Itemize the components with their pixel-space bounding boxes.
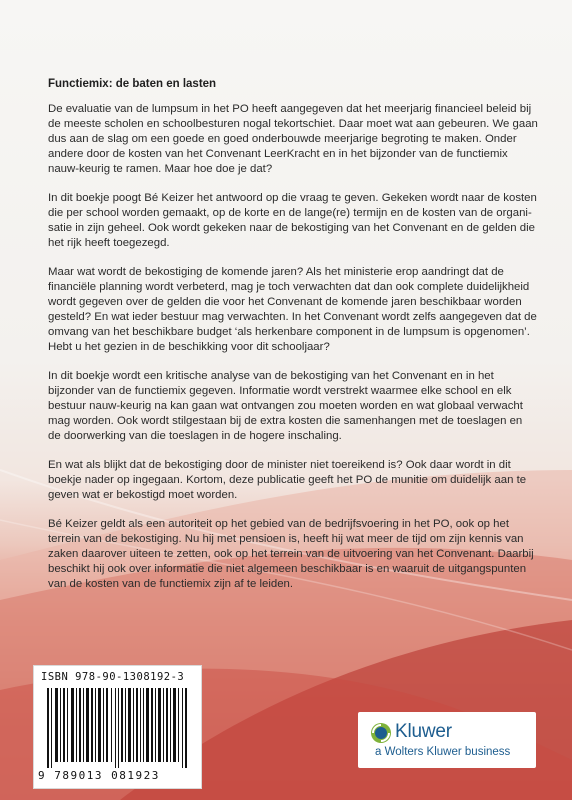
back-cover-text xyxy=(48,78,538,606)
blurb-paragraph: In dit boekje wordt een kritische analyse van de bekostiging van het Convenant en in het bijzonder van de functiemix gegeven. Informatie wordt verstrekt waarmee elke school en elk bestuur nauw-keurig na kan gaan wat ontvangen zou moeten worden en wat globaal verwacht mag worden. Ook wordt stilgestaan bij de extra kosten die samenhangen met de toeslagen en de doorwerking van die toeslagen in de hogere inschaling. xyxy=(48,370,523,442)
blurb-paragraph: En wat als blijkt dat de bekostiging door de minister niet toereikend is? Ook daar wordt in dit boekje nader op ingegaan. Kortom, deze publicatie geeft het PO de munitie om duidelijk aan te geven wat er bekostigd moet worden. xyxy=(48,459,527,501)
barcode-icon xyxy=(47,688,189,768)
publisher-logo xyxy=(358,712,536,768)
isbn-label: ISBN 978-90-1308192-3 xyxy=(41,671,185,683)
blurb-paragraph: Bé Keizer geldt als een autoriteit op het gebied van de bedrijfsvoering in het PO, ook op het terrein van de bekostiging. Nu hij met pensioen is, heeft hij wat meer de tijd om zijn kennis van zaken daarover uiteen te zetten, ook op het terrein van de uitvoering van het Convenant. Daarbij beschikt hij ook over informatie die niet algemeen beschikbaar is en waaruit de uitgangspunten van de kosten van de functiemix zijn af te leiden. xyxy=(48,518,534,590)
isbn-barcode-box xyxy=(33,665,202,789)
blurb-paragraph: De evaluatie van de lumpsum in het PO heeft aangegeven dat het meerjarig financieel beleid bij de meeste scholen en schoolbesturen nogal tekortschiet. Daar moet wat aan gebeuren. We gaan dus aan de slag om een goede en goed onderbouwde meerjarige begroting te maken. Onder andere door de kosten van het Convenant LeerKracht en in het bijzonder van de functiemix nauw-keurig te ramen. Maar hoe doe je dat? xyxy=(48,103,538,175)
kluwer-logo-icon xyxy=(370,722,392,744)
barcode-digits: 9 789013 081923 xyxy=(38,769,160,782)
publisher-name: Kluwer xyxy=(395,721,452,742)
blurb-paragraph: In dit boekje poogt Bé Keizer het antwoord op die vraag te geven. Gekeken wordt naar de kosten die per school worden gemaakt, op de korte en de lange(re) termijn en de kosten van de organi-satie in zijn geheel. Ook wordt gekeken naar de bekostiging van het Convenant en de gelden die het rijk heeft toegezegd. xyxy=(48,192,537,249)
blurb-heading: Functiemix: de baten en lasten xyxy=(48,78,217,90)
blurb-paragraph: Maar wat wordt de bekostiging de komende jaren? Als het ministerie erop aandringt dat de financiële planning wordt verbeterd, mag je toch verwachten dat dan ook complete duidelijkheid wordt gegeven over de gelden die voor het Convenant de komende jaren beschikbaar worden gesteld? En wat ieder bestuur mag verwachten. In het Convenant wordt zelfs aangegeven dat de omvang van het beschikbare budget ‘als herkenbare component in de lumpsum is opgenomen’. Hebt u het gezien in de beschikking voor dit schooljaar? xyxy=(48,266,537,353)
publisher-tagline: a Wolters Kluwer business xyxy=(375,746,511,758)
